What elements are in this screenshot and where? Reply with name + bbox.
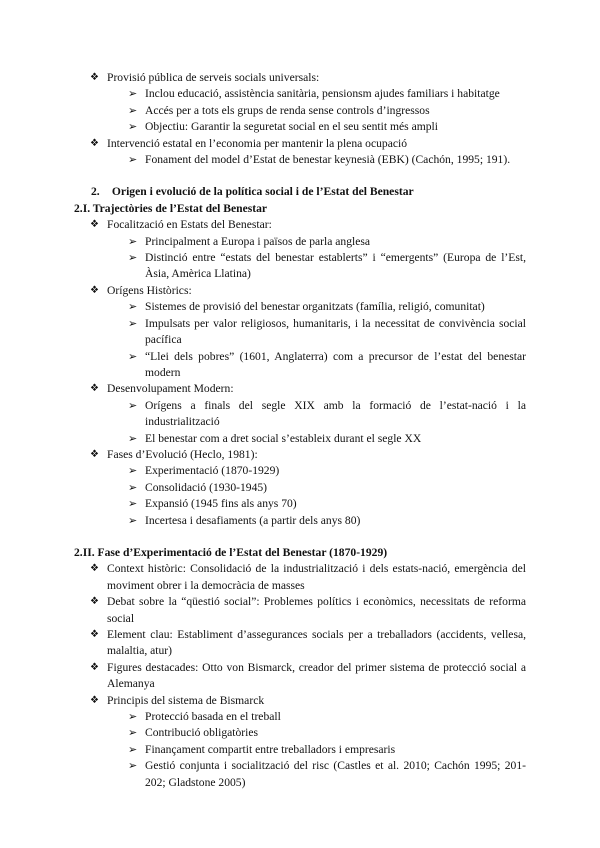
diamond-bullet-icon: ❖ [90,629,99,640]
sub-list-item [0,234,600,250]
list-item [0,693,600,709]
diamond-bullet-icon: ❖ [90,383,99,395]
sub-list-item-text: Distinció entre “estats del benestar establerts” i “emergents” (Europa de l’Est, Àsia, Amèrica Llatina) [145,251,526,281]
arrow-bullet-icon: ➢ [128,121,138,134]
subsection-2-1-list [0,217,600,529]
diamond-bullet-icon: ❖ [90,72,99,83]
list-item-text: Element clau: Establiment d’assegurances socials per a treballadors (accidents, vellesa, malaltia, atur) [107,628,526,658]
list-item [0,447,600,463]
sub-list-item-text: Accés per a tots els grups de renda sense controls d’ingressos [145,103,430,117]
sub-list-item [0,103,600,119]
sub-list-item [0,709,600,725]
sub-list-item [0,480,600,496]
sub-list-item [0,758,600,791]
arrow-bullet-icon: ➢ [128,727,138,740]
list-item-text: Debat sobre la “qüestió social”: Problemes polítics i econòmics, necessitats de reforma social [107,595,526,625]
sub-list-item-text: Consolidació (1930-1945) [145,480,268,494]
intro-list [0,70,600,168]
sub-list-item [0,119,600,135]
arrow-bullet-icon: ➢ [128,743,138,756]
sub-list-item [0,299,600,315]
sub-list-item [0,152,600,168]
sub-list-item [0,431,600,447]
diamond-bullet-icon: ❖ [90,563,99,575]
arrow-bullet-icon: ➢ [128,317,138,330]
diamond-bullet-icon: ❖ [90,219,99,231]
arrow-bullet-icon: ➢ [128,498,138,511]
subsection-heading-2-1: 2.I. Trajectòries de l’Estat del Benestar [74,201,268,215]
list-item [0,283,600,299]
list-item-text: Desenvolupament Modern: [107,382,234,396]
sub-list-item [0,398,600,431]
diamond-bullet-icon: ❖ [90,596,99,608]
sub-list-item-text: Protecció basada en el treball [145,710,281,724]
list-item-text: Figures destacades: Otto von Bismarck, creador del primer sistema de protecció social a Alemanya [107,660,526,691]
list-item [0,660,600,693]
list-item [0,217,600,233]
sub-list-item-text: Contribució obligatòries [145,726,259,740]
sub-list-item-text: Principalment a Europa i països de parla anglesa [145,234,371,248]
diamond-bullet-icon: ❖ [90,284,99,296]
section-number: 2. [91,185,100,199]
list-item [0,627,600,660]
arrow-bullet-icon: ➢ [128,88,138,101]
sub-list-item-text: “Llei dels pobres” (1601, Anglaterra) com a precursor de l’estat del benestar modern [145,349,526,379]
sub-list-item-text: Inclou educació, assistència sanitària, pensionsm ajudes familiars i habitatge [145,87,500,101]
arrow-bullet-icon: ➢ [128,154,138,167]
arrow-bullet-icon: ➢ [128,399,138,412]
list-item-text: Focalització en Estats del Benestar: [107,218,272,232]
list-item [0,561,600,594]
arrow-bullet-icon: ➢ [128,760,138,773]
list-item-text: Provisió pública de serveis socials universals: [107,71,320,84]
sub-list-item-text: Orígens a finals del segle XIX amb la formació de l’estat-nació i la industrialització [145,398,526,429]
section-title: Origen i evolució de la política social i de l’Estat del Benestar [111,185,414,199]
diamond-bullet-icon: ❖ [90,448,99,460]
arrow-bullet-icon: ➢ [128,432,138,445]
subsection-2-2-list [0,561,600,791]
arrow-bullet-icon: ➢ [128,235,138,248]
sub-list-item [0,496,600,512]
sub-list-item [0,316,600,349]
sub-list-item [0,742,600,758]
subsection-heading-2-2: 2.II. Fase d’Experimentació de l’Estat del Benestar (1870-1929) [74,545,388,559]
document-content [0,70,600,791]
list-item-text: Principis del sistema de Bismarck [107,693,265,707]
arrow-bullet-icon: ➢ [128,252,138,265]
list-item-text: Fases d’Evolució (Heclo, 1981): [107,447,258,461]
sub-list-item [0,250,600,283]
sub-list-item-text: Gestió conjunta i socialització del risc (Castles et al. 2010; Cachón 1995; 201-202; Gladstone 2005) [145,759,526,789]
arrow-bullet-icon: ➢ [128,481,138,494]
sub-list-item-text: Impulsats per valor religiosos, humanitaris, i la necessitat de convivència social pacífica [145,316,526,347]
list-item [0,136,600,152]
diamond-bullet-icon: ❖ [90,137,99,149]
arrow-bullet-icon: ➢ [128,104,138,117]
list-item [0,594,600,627]
list-item [0,381,600,397]
arrow-bullet-icon: ➢ [128,350,138,363]
sub-list-item-text: Fonament del model d’Estat de benestar keynesià (EBK) (Cachón, 1995; 191). [145,153,511,167]
sub-list-item-text: Finançament compartit entre treballadors i empresaris [145,742,396,756]
sub-list-item-text: El benestar com a dret social s’estableix durant el segle XX [145,431,422,445]
sub-list-item [0,463,600,479]
arrow-bullet-icon: ➢ [128,514,138,527]
sub-list-item-text: Incertesa i desafiaments (a partir dels anys 80) [145,513,361,527]
list-item-text: Intervenció estatal en l’economia per mantenir la plena ocupació [107,136,408,150]
arrow-bullet-icon: ➢ [128,465,138,478]
diamond-bullet-icon: ❖ [90,661,99,673]
section-heading-2 [0,184,600,200]
sub-list-item [0,86,600,102]
diamond-bullet-icon: ❖ [90,694,99,706]
sub-list-item-text: Expansió (1945 fins als anys 70) [145,497,297,511]
sub-list-item-text: Experimentació (1870-1929) [145,464,280,478]
sub-list-item-text: Objectiu: Garantir la seguretat social en el seu sentit més ampli [145,120,438,134]
list-item [0,70,600,86]
arrow-bullet-icon: ➢ [128,711,138,724]
sub-list-item-text: Sistemes de provisió del benestar organitzats (família, religió, comunitat) [145,300,485,314]
list-item-text: Orígens Històrics: [107,283,192,297]
sub-list-item [0,725,600,741]
arrow-bullet-icon: ➢ [128,301,138,314]
sub-list-item [0,349,600,382]
list-item-text: Context històric: Consolidació de la industrialització i dels estats-nació, emergència del moviment obrer i la democràcia de masses [107,562,526,592]
sub-list-item [0,513,600,529]
